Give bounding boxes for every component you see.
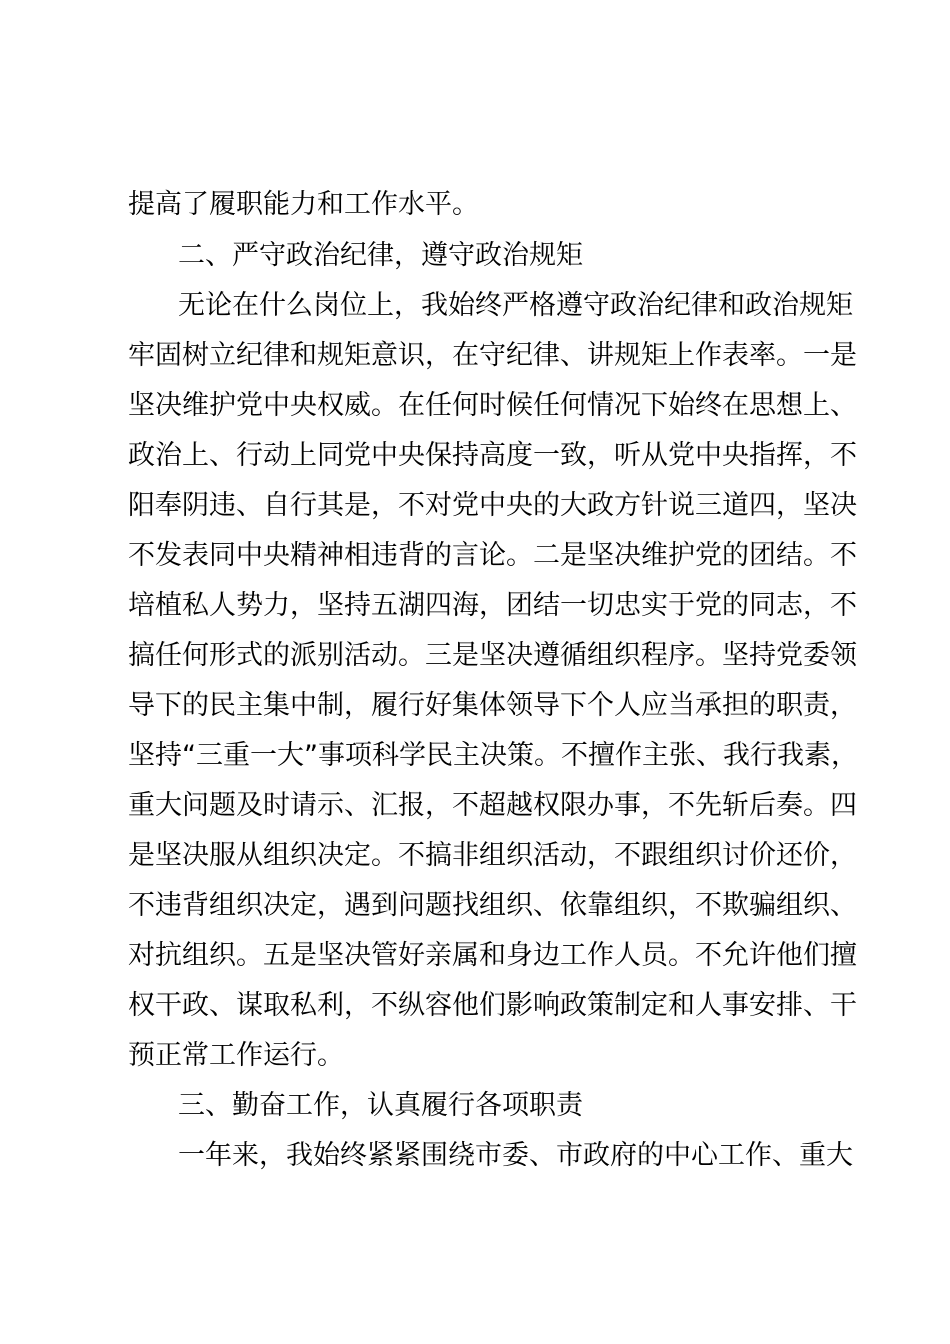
body-text-line: 培植私人势力，坚持五湖四海，团结一切忠实于党的同志，不 (128, 590, 857, 621)
body-text-line: 预正常工作运行。 (128, 1040, 344, 1071)
body-text-line: 对抗组织。五是坚决管好亲属和身边工作人员。不允许他们擅 (128, 940, 857, 971)
body-text-line: 坚决维护党中央权威。在任何时候任何情况下始终在思想上、 (128, 390, 857, 421)
body-text-line: 提高了履职能力和工作水平。 (128, 189, 479, 220)
body-text-line: 阳奉阴违、自行其是，不对党中央的大政方针说三道四，坚决 (128, 490, 857, 521)
body-text-line: 不发表同中央精神相违背的言论。二是坚决维护党的团结。不 (128, 540, 857, 571)
body-text-line: 重大问题及时请示、汇报，不超越权限办事，不先斩后奏。四 (128, 790, 857, 821)
body-text-line: 是坚决服从组织决定。不搞非组织活动，不跟组织讨价还价， (128, 840, 857, 871)
body-text-line: 搞任何形式的派别活动。三是坚决遵循组织程序。坚持党委领 (128, 640, 857, 671)
paragraph-first-line: 无论在什么岗位上，我始终严格遵守政治纪律和政治规矩 (178, 290, 853, 321)
body-text-line: 不违背组织决定，遇到问题找组织、依靠组织，不欺骗组织、 (128, 890, 857, 921)
body-text-line: 权干政、谋取私利，不纵容他们影响政策制定和人事安排、干 (128, 990, 857, 1021)
paragraph-first-line: 一年来，我始终紧紧围绕市委、市政府的中心工作、重大 (178, 1140, 853, 1171)
body-text-line: 导下的民主集中制，履行好集体领导下个人应当承担的职责， (128, 690, 857, 721)
body-text-line: 牢固树立纪律和规矩意识，在守纪律、讲规矩上作表率。一是 (128, 340, 857, 371)
body-text-line: 政治上、行动上同党中央保持高度一致，听从党中央指挥，不 (128, 440, 857, 471)
section-heading-2: 二、严守政治纪律，遵守政治规矩 (178, 240, 583, 271)
section-heading-3: 三、勤奋工作，认真履行各项职责 (178, 1090, 583, 1121)
body-text-line: 坚持“三重一大”事项科学民主决策。不擅作主张、我行我素， (128, 740, 858, 771)
